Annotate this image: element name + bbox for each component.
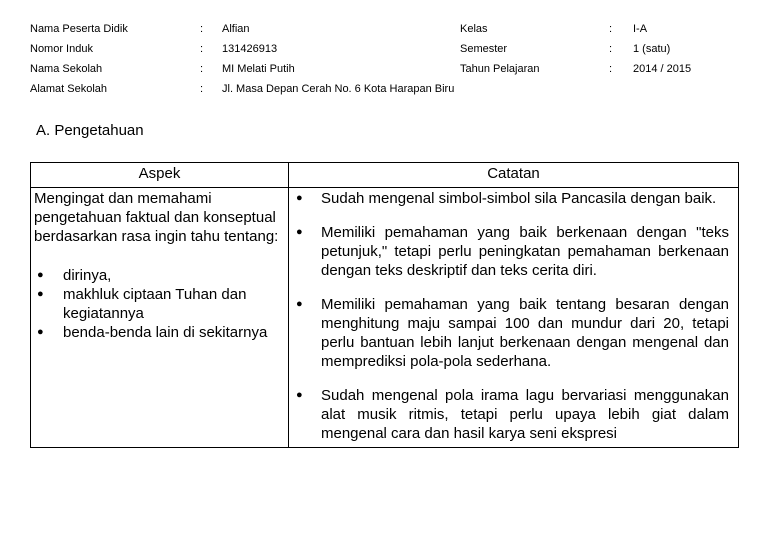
note-text: Sudah mengenal simbol-simbol sila Pancasila dengan baik. <box>321 190 717 207</box>
aspect-item-text: benda-benda lain di sekitarnya <box>63 324 268 341</box>
label-semester: Semester <box>460 43 508 55</box>
colon: : <box>200 23 204 35</box>
aspect-cell <box>31 188 289 448</box>
notes-list <box>289 189 729 443</box>
list-item <box>289 386 729 443</box>
colon: : <box>609 23 613 35</box>
colon: : <box>200 63 204 75</box>
colon: : <box>200 43 204 55</box>
label-school: Nama Sekolah <box>30 63 103 75</box>
value-school-address: Jl. Masa Depan Cerah No. 6 Kota Harapan Biru <box>222 83 455 95</box>
list-item <box>34 323 284 342</box>
section-title: A. Pengetahuan <box>36 122 144 139</box>
note-text: Memiliki pemahaman yang baik tentang besaran dengan menghitung maju sampai 100 dan mundur dari 20, tetapi perlu bantuan lebih lanjut berkenaan dengan mengenal dan memprediksi pola-pola sederhana. <box>321 296 729 370</box>
note-text: Sudah mengenal pola irama lagu bervariasi menggunakan alat musik ritmis, tetapi perlu upaya lebih giat dalam mengenal cara dan hasil karya seni ekspresi <box>321 387 729 442</box>
list-item <box>289 189 729 208</box>
list-item <box>289 295 729 371</box>
list-item <box>34 266 284 285</box>
aspect-item-text: dirinya, <box>63 267 112 284</box>
bullet-icon: ● <box>296 226 303 238</box>
value-student-id: 131426913 <box>222 43 278 55</box>
table-header-row <box>31 163 739 188</box>
colon: : <box>609 63 613 75</box>
label-class: Kelas <box>460 23 488 35</box>
label-academic-year: Tahun Pelajaran <box>460 63 540 75</box>
bullet-icon: ● <box>37 269 44 281</box>
value-student-name: Alfian <box>222 23 250 35</box>
column-header-notes: Catatan <box>289 163 739 188</box>
report-table <box>30 162 739 448</box>
notes-cell <box>289 188 739 448</box>
bullet-icon: ● <box>37 326 44 338</box>
column-header-aspect: Aspek <box>31 163 289 188</box>
label-student-name: Nama Peserta Didik <box>30 23 128 35</box>
bullet-icon: ● <box>296 389 303 401</box>
colon: : <box>200 83 204 95</box>
note-text: Memiliki pemahaman yang baik berkenaan dengan "teks petunjuk," tetapi perlu peningkatan pemahaman berkenaan dengan teks deskriptif dan teks cerita diri. <box>321 224 729 279</box>
aspect-list <box>34 266 284 342</box>
value-semester: 1 (satu) <box>633 43 671 55</box>
aspect-intro: Mengingat dan memahami pengetahuan faktual dan konseptual berdasarkan rasa ingin tahu tentang: <box>34 190 279 245</box>
aspect-item-text: makhluk ciptaan Tuhan dan kegiatannya <box>63 286 247 322</box>
value-class: I-A <box>633 23 648 35</box>
bullet-icon: ● <box>37 288 44 300</box>
bullet-icon: ● <box>296 298 303 310</box>
value-academic-year: 2014 / 2015 <box>633 63 692 75</box>
list-item <box>34 285 284 323</box>
bullet-icon: ● <box>296 192 303 204</box>
label-school-address: Alamat Sekolah <box>30 83 108 95</box>
list-item <box>289 223 729 280</box>
value-school: MI Melati Putih <box>222 63 295 75</box>
colon: : <box>609 43 613 55</box>
label-student-id: Nomor Induk <box>30 43 93 55</box>
table-row <box>31 188 739 448</box>
